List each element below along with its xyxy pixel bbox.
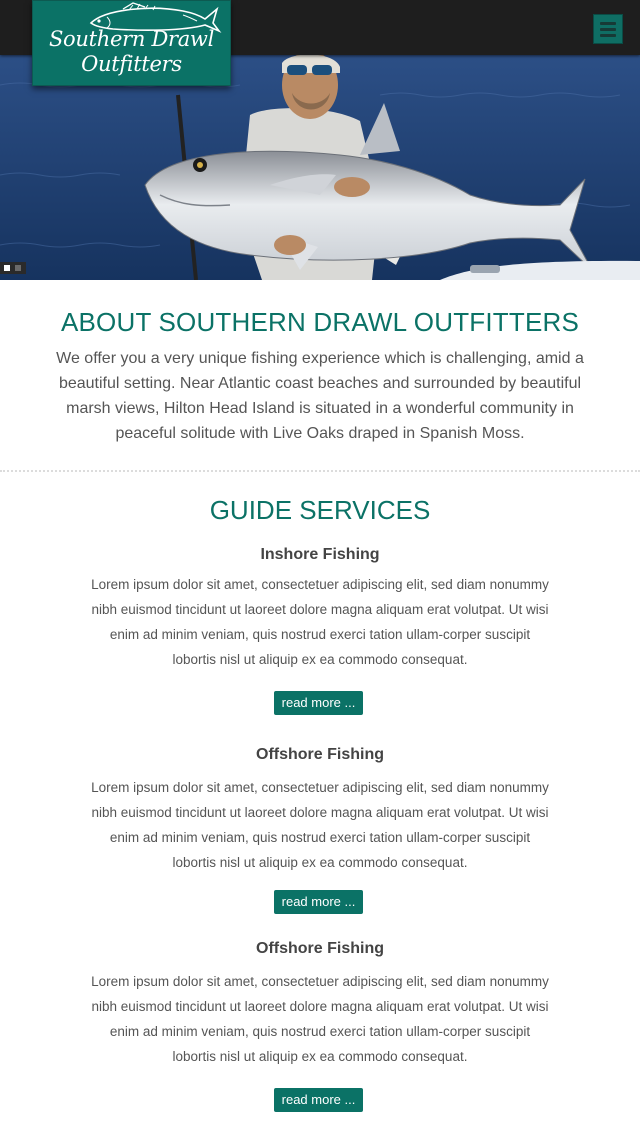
logo-line-2: Outfitters [81,52,182,76]
hero-image [0,55,640,280]
read-more-button[interactable]: read more ... [274,1088,363,1112]
menu-bar [600,34,616,37]
hamburger-menu-icon[interactable] [593,14,623,44]
section-divider [0,470,640,472]
service-offshore-2 [0,939,640,1107]
service-inshore [0,545,640,710]
read-more-button[interactable]: read more ... [274,691,363,715]
service-title: Offshore Fishing [256,940,384,957]
about-section [0,280,640,472]
service-offshore [0,745,640,909]
fisherman-holding-fish-photo [0,55,640,280]
read-more-button[interactable]: read more ... [274,890,363,914]
service-title: Inshore Fishing [260,546,380,563]
service-body: Lorem ipsum dolor sit amet, consectetuer adipiscing elit, sed diam nonummy nibh euismod tincidunt ut laoreet dolore magna aliquam erat volutpat. Ut wisi enim ad minim veniam, quis nostrud exerci tation ullam-corper suscipit lobortis nisl ut aliquip ex ea commodo consequat. [91,974,549,1064]
slide-dot[interactable] [15,265,21,271]
menu-bar [600,22,616,25]
service-body: Lorem ipsum dolor sit amet, consectetuer adipiscing elit, sed diam nonummy nibh euismod tincidunt ut laoreet dolore magna aliquam erat volutpat. Ut wisi enim ad minim veniam, quis nostrud exerci tation ullam-corper suscipit lobortis nisl ut aliquip ex ea commodo consequat. [91,577,549,667]
menu-bar [600,28,616,31]
service-body: Lorem ipsum dolor sit amet, consectetuer adipiscing elit, sed diam nonummy nibh euismod tincidunt ut laoreet dolore magna aliquam erat volutpat. Ut wisi enim ad minim veniam, quis nostrud exerci tation ullam-corper suscipit lobortis nisl ut aliquip ex ea commodo consequat. [91,780,549,870]
slide-dot-active[interactable] [4,265,10,271]
slider-dots[interactable] [0,262,26,274]
service-title: Offshore Fishing [256,746,384,763]
logo-line-1: Southern Drawl [48,27,215,51]
services-title: GUIDE SERVICES [209,495,431,525]
about-title: ABOUT SOUTHERN DRAWL OUTFITTERS [60,307,580,337]
site-logo[interactable] [32,0,231,86]
about-body: We offer you a very unique fishing experience which is challenging, amid a beautiful setting. Near Atlantic coast beaches and surrounded by beautiful marsh views, Hilton Head Island is situated in a wonderful community in peaceful solitude with Live Oaks draped in Spanish Moss. [56,350,584,442]
